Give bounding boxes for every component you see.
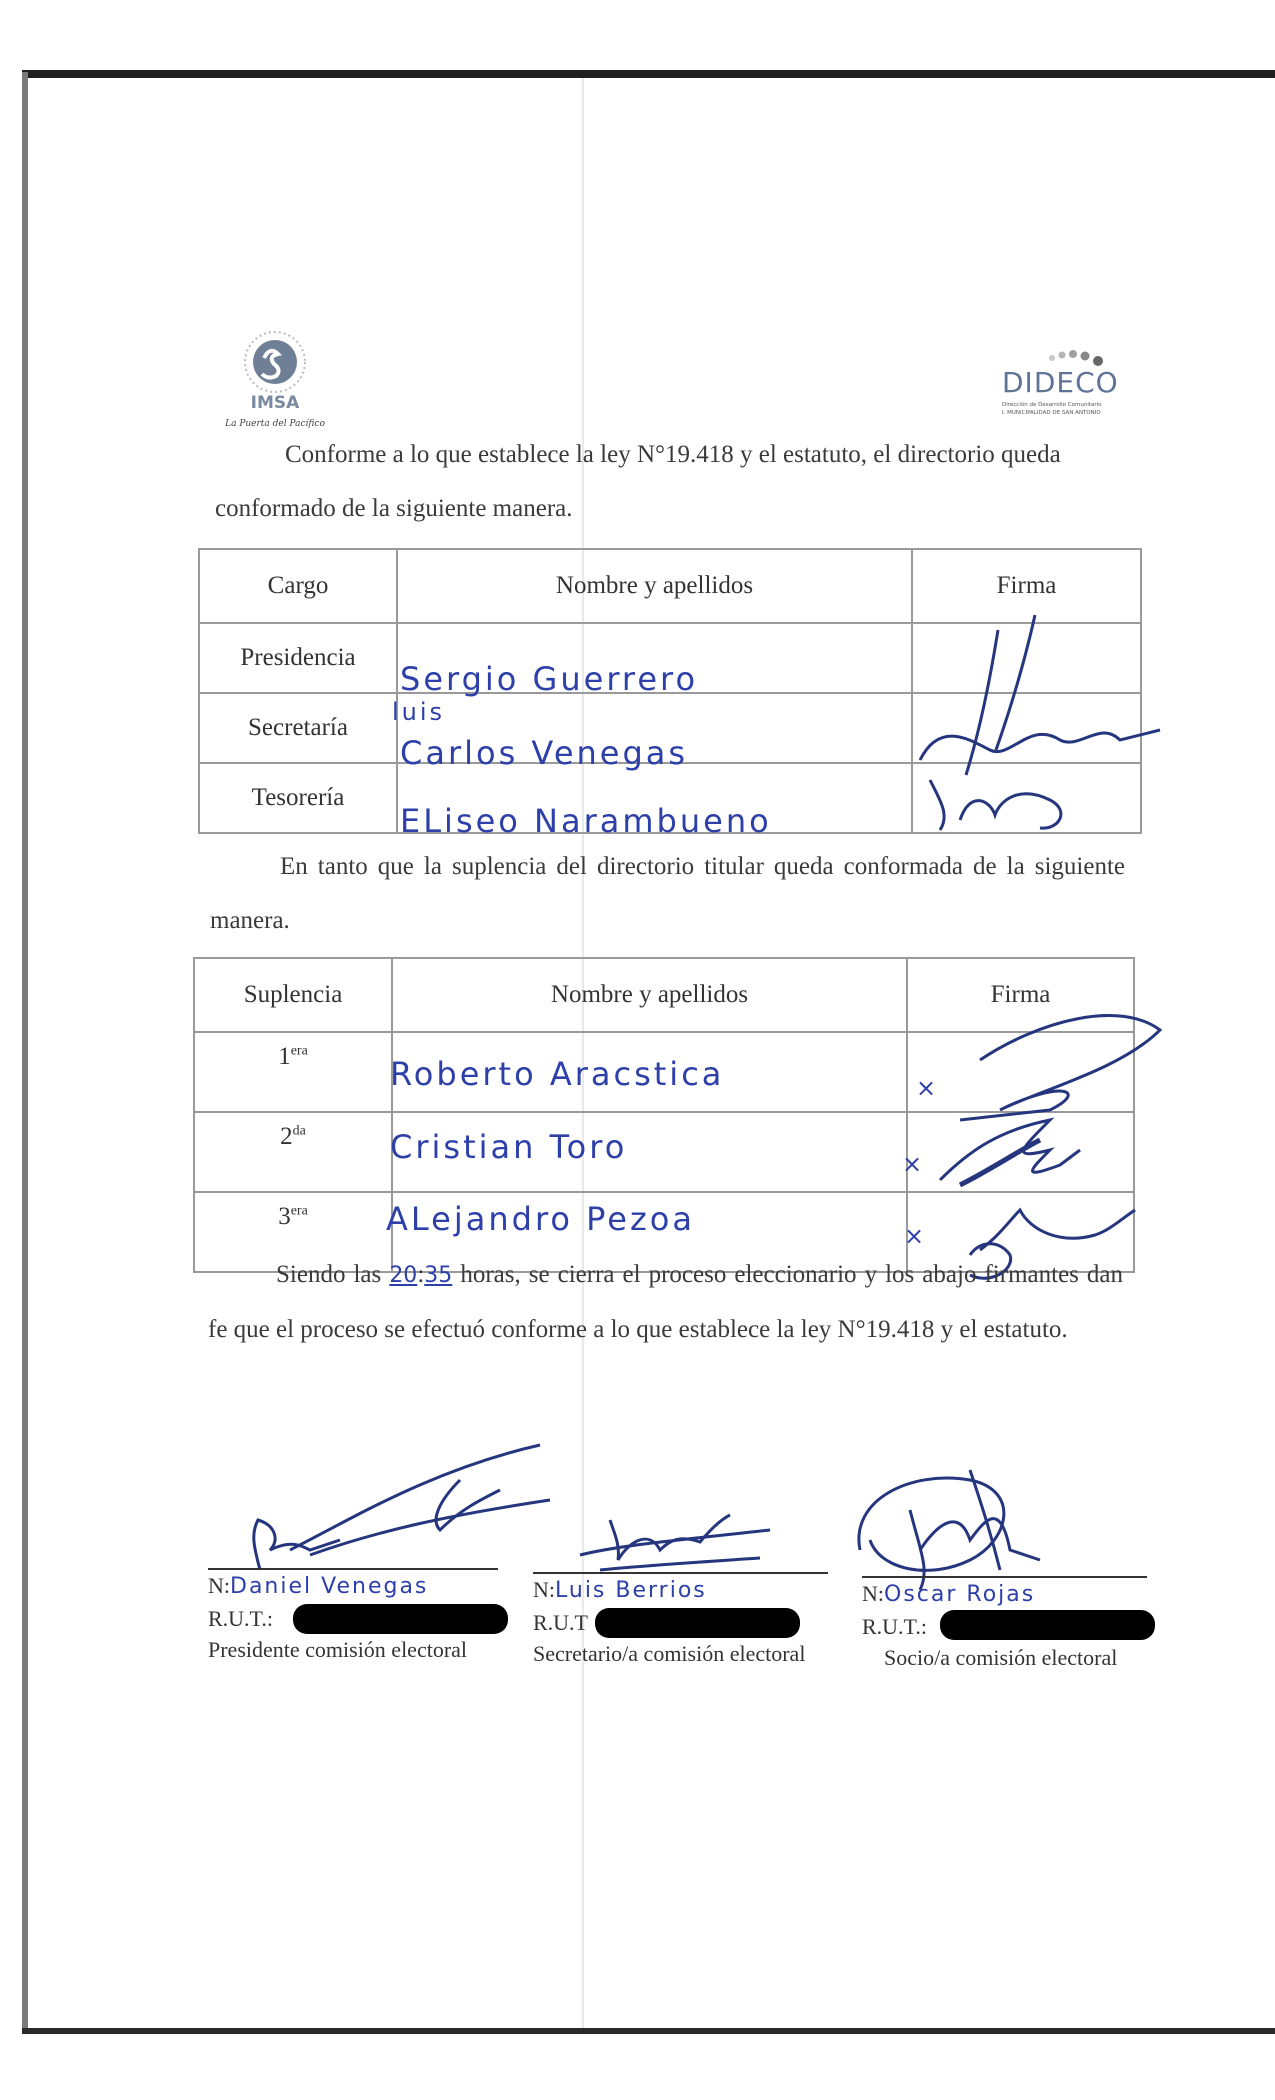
redaction-bar [940,1610,1155,1640]
signature-presidente [200,1440,560,1580]
firma-mark-1: × [916,1074,940,1102]
signer-role: Presidente comisión electoral [208,1637,468,1662]
suplencia-3: $3^{era}$ [194,1192,392,1272]
firma-cell [912,693,1141,763]
signer-name: Oscar Rojas [884,1582,1036,1607]
header-suplencia: Suplencia [194,958,392,1032]
scan-edge-left [22,72,28,2032]
header-nombre: Nombre y apellidos [397,549,912,623]
svg-text:I. MUNICIPALIDAD DE SAN ANTONI: I. MUNICIPALIDAD DE SAN ANTONIO [1002,410,1101,416]
handwritten-name-presidencia: Sergio Guerrero [400,660,699,698]
cargo-secretaria: Secretaría [199,693,397,763]
svg-text:IMSA: IMSA [250,393,300,413]
scan-edge-top [22,70,1275,78]
firma-cell [907,1032,1134,1112]
intro-paragraph: Conforme a lo que establece la ley N°19.418 y el estatuto, el directorio queda conformado de la siguiente manera. [215,441,1061,522]
handwritten-name-secretaria: Carlos Venegas [400,734,689,772]
svg-text:DIDECO: DIDECO [1002,366,1119,399]
closing-paragraph: Siendo las 20:35 horas, se cierra el proceso eleccionario y los abajo firmantes dan fe que el proceso se efectuó conforme a lo que establece la ley N°19.418 y el estatuto. [208,1261,1124,1343]
header-cargo: Cargo [199,549,397,623]
firma-mark-3: × [904,1222,928,1250]
suplencia-2: $2^{da}$ [194,1112,392,1192]
firma-cell [907,1112,1134,1192]
signer-socio: N:Oscar Rojas R.U.T.: Socio/a comisión electoral [862,1576,1147,1673]
signature-secretario [560,1500,800,1580]
handwritten-name-tesoreria: ELiseo Narambueno [400,802,772,840]
redaction-bar [293,1604,508,1634]
handwritten-name-suplencia-2: Cristian Toro [390,1128,628,1166]
signer-name: Luis Berrios [555,1578,707,1603]
handwritten-name-suplencia-3: ALejandro Pezoa [386,1200,695,1238]
handwritten-name-extra: luis [392,698,446,726]
header-nombre: Nombre y apellidos [392,958,907,1032]
signer-secretario: N:Luis Berrios R.U.T Secretario/a comisión electoral [533,1572,828,1669]
firma-mark-2: × [902,1150,926,1178]
suplencia-1: $1^{era}$ [194,1032,392,1112]
redaction-bar [595,1608,800,1638]
dideco-logo [1000,348,1130,428]
cargo-presidencia: Presidencia [199,623,397,693]
svg-text:Dirección de Desarrollo Comuni: Dirección de Desarrollo Comunitario [1002,402,1102,408]
signer-role: Secretario/a comisión electoral [533,1641,806,1666]
header-firma: Firma [912,549,1141,623]
cargo-tesoreria: Tesorería [199,763,397,833]
handwritten-name-suplencia-1: Roberto Aracstica [390,1055,725,1093]
imsa-logo [220,322,330,432]
firma-cell [912,623,1141,693]
scan-edge-bottom [22,2028,1275,2034]
hour-value: 20 [389,1263,418,1288]
suplencia-paragraph: En tanto que la suplencia del directorio titular queda conformada de la siguiente manera. [210,853,1125,934]
svg-text:La Puerta del Pacífico: La Puerta del Pacífico [225,419,325,429]
signer-role: Socio/a comisión electoral [884,1645,1118,1670]
signer-presidente: N:Daniel Venegas R.U.T.: Presidente comisión electoral [208,1568,498,1665]
minute-value: 35 [424,1263,453,1288]
signer-name: Daniel Venegas [230,1574,429,1599]
firma-cell [912,763,1141,833]
header-firma: Firma [907,958,1134,1032]
